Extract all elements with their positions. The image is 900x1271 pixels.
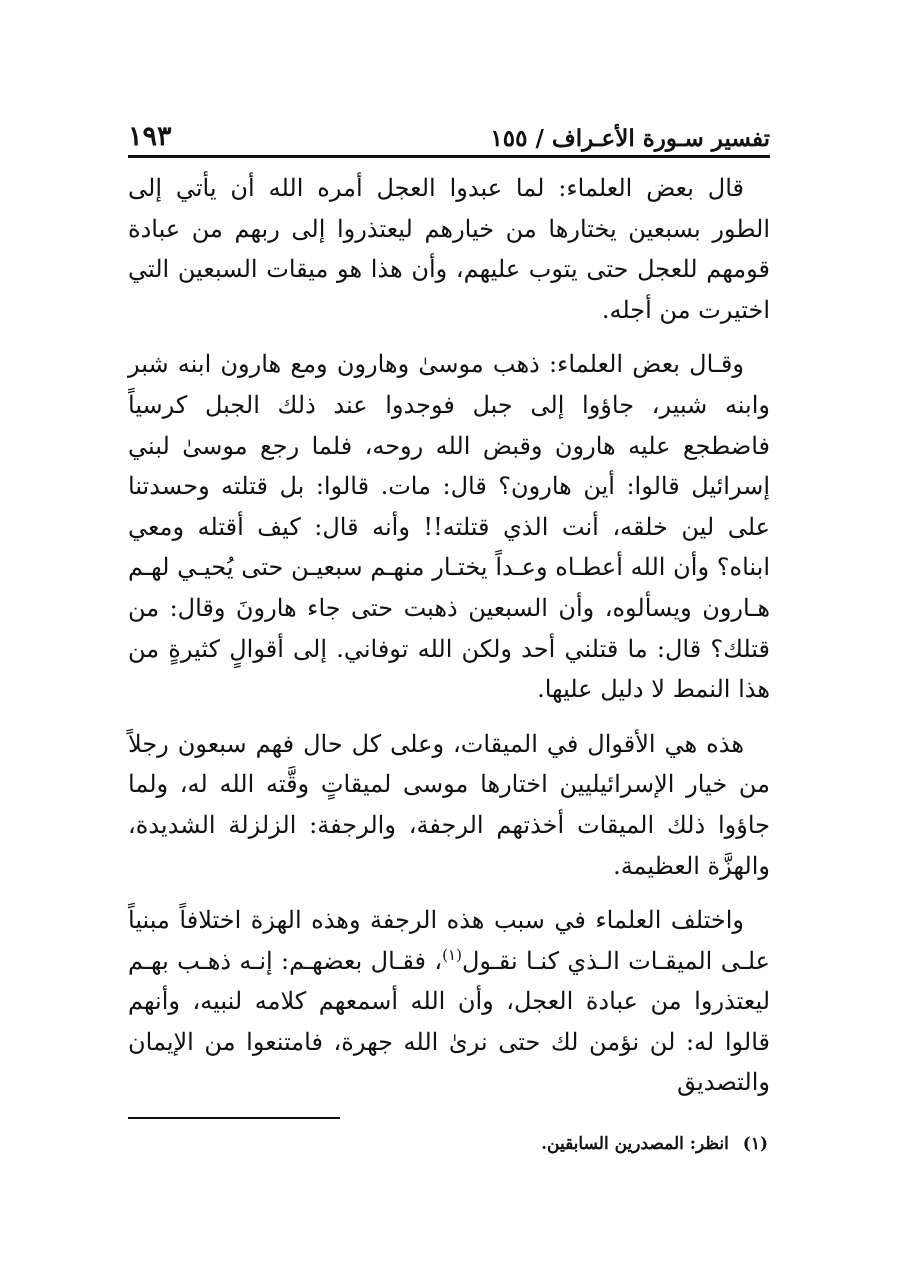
header-rule [128,155,770,158]
footnote-reference: (١) [442,945,462,964]
footnote [128,1130,768,1158]
body-text [128,168,770,1117]
running-header [128,112,770,152]
paragraph-3: هذه هي الأقوال في الميقات، وعلى كل حال فهم سبعون رجلاً من خيار الإسرائيليين اختارها موسى لميقاتٍ وقَّته الله له، ولما جاؤوا ذلك الميقات أخذتهم الرجفة، والرجفة: الزلزلة الشديدة، والهزَّة العظيمة. [128,729,770,880]
footnote-text: انظر: المصدرين السابقين. [541,1134,729,1154]
book-page [128,0,770,1271]
footnote-rule [128,1117,340,1119]
paragraph-2: وقـال بعض العلماء: ذهب موسىٰ وهارون ومع هارون ابنه شبر وابنه شبير، جاؤوا إلى جبل فوجدوا عند ذلك الجبل كرسياً فاضطجع عليه هارون وقبض الله روحه، فلما رجع موسىٰ لبني إسرائيل قالوا: أين هارون؟ قال: مات. قالوا: بل قتلته وحسدتنا على لين خلقه، أنت الذي قتلته!! وأنه قال: كيف أقتله ومعي ابناه؟ وأن الله أعطـاه وعـداً يختـار منهـم سبعيـن حتى يُحيـي لهـم هـارون ويسألوه، وأن السبعين ذهبت حتى جاء هارونَ وقال: من قتلك؟ قال: ما قتلني أحد ولكن الله توفاني. إلى أقوالٍ كثيرةٍ من هذا النمط لا دليل عليها. [128,350,770,704]
paragraph-1: قال بعض العلماء: لما عبدوا العجل أمره الله أن يأتي إلى الطور بسبعين يختارها من خيارهم ليعتذروا إلى ربهم من عبادة قومهم للعجل حتى يتوب عليهم، وأن هذا هو ميقات السبعين التي اختيرت من أجله. [128,174,770,324]
page-number: ١٩٣ [128,121,172,152]
paragraph-4-text-after-ref: ، فقـال بعضهـم: إنـه ذهـب بهـم ليعتذروا من عبادة العجل، وأن الله أسمعهم كلامه لنبيه، وأنهم قالوا له: لن نؤمن لك حتى نرىٰ الله جهرة، فامتنعوا من الإيمان والتصديق [128,946,770,1097]
paragraph-4 [128,900,770,1103]
footnote-marker: (١) [742,1134,768,1154]
paragraph-4-text-before-ref: واختلف العلماء في سبب هذه الرجفة وهذه الهزة اختلافاً مبنياً علـى الميقـات الـذي كنـا نقـول [128,906,770,975]
running-title: تفسير سـورة الأعـراف / ١٥٥ [490,125,770,152]
